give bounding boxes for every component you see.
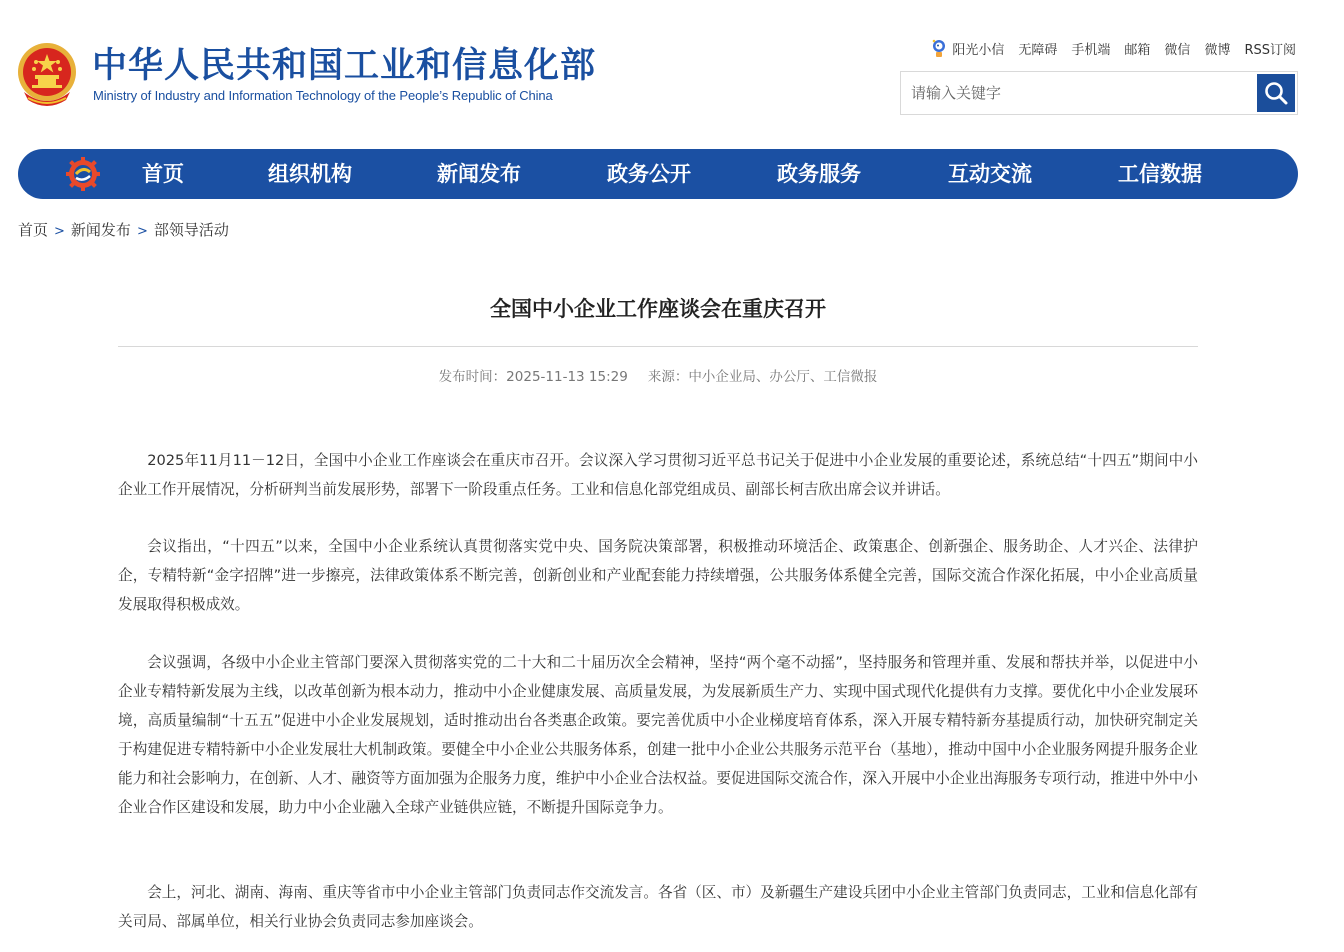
search-input[interactable] bbox=[901, 72, 1257, 114]
toplink-sunshine[interactable] bbox=[930, 38, 1004, 58]
nav-interaction[interactable]: 互动交流 bbox=[948, 162, 1032, 186]
sunshine-mascot-icon bbox=[930, 38, 948, 58]
article-paragraph: 2025年11月11－12日，全国中小企业工作座谈会在重庆市召开。会议深入学习贯彻习近平总书记关于促进中小企业发展的重要论述，系统总结“十四五”期间中小企业工作开展情况，分析研判当前发展形势，部署下一阶段重点任务。工业和信息化部党组成员、副部长柯吉欣出席会议并讲话。 bbox=[118, 452, 1198, 498]
breadcrumb-current[interactable]: 部领导活动 bbox=[153, 221, 229, 239]
national-emblem-icon[interactable] bbox=[16, 40, 78, 108]
main-nav bbox=[18, 149, 1298, 199]
nav-news[interactable]: 新闻发布 bbox=[437, 162, 521, 186]
publish-time: 发布时间：2025-11-13 15:29 bbox=[438, 369, 628, 385]
nav-gov-affairs[interactable]: 政务公开 bbox=[607, 162, 691, 186]
nav-organization[interactable]: 组织机构 bbox=[268, 162, 352, 186]
breadcrumb-home[interactable]: 首页 bbox=[18, 221, 49, 239]
miit-logo-icon[interactable] bbox=[66, 157, 100, 191]
top-links bbox=[930, 38, 1296, 58]
site-header bbox=[0, 0, 1344, 130]
nav-home[interactable]: 首页 bbox=[142, 162, 184, 186]
article-paragraph: 会议指出，“十四五”以来，全国中小企业系统认真贯彻落实党中央、国务院决策部署，积极推动环境活企、政策惠企、创新强企、服务助企、人才兴企、法律护企，专精特新“金字招牌”进一步擦亮，法律政策体系不断完善，创新创业和产业配套能力持续增强，公共服务体系健全完善，国际交流合作深化拓展，中小企业高质量发展取得积极成效。 bbox=[118, 538, 1198, 613]
article-paragraph: 会上，河北、湖南、海南、重庆等省市中小企业主管部门负责同志作交流发言。各省（区、市）及新疆生产建设兵团中小企业主管部门负责同志，工业和信息化部有关司局、部属单位，相关行业协会负责同志参加座谈会。 bbox=[118, 884, 1198, 930]
site-title[interactable]: 中华人民共和国工业和信息化部 bbox=[92, 46, 597, 86]
toplink-accessibility[interactable]: 无障碍 bbox=[1018, 42, 1058, 58]
article-meta bbox=[118, 365, 1198, 385]
nav-gov-services[interactable]: 政务服务 bbox=[777, 162, 861, 186]
title-divider bbox=[118, 346, 1198, 347]
article-paragraph: 会议强调，各级中小企业主管部门要深入贯彻落实党的二十大和二十届历次全会精神，坚持“两个毫不动摇”，坚持服务和管理并重、发展和帮扶并举，以促进中小企业专精特新发展为主线，以改革创新为根本动力，推动中小企业健康发展、高质量发展，为发展新质生产力、实现中国式现代化提供有力支撑。要优化中小企业发展环境，高质量编制“十五五”促进中小企业发展规划，适时推动出台各类惠企政策。要完善优质中小企业梯度培育体系，深入开展专精特新夯基提质行动，加快研究制定关于构建促进专精特新中小企业发展壮大机制政策。要健全中小企业公共服务体系，创建一批中小企业公共服务示范平台（基地），推动中国中小企业服务网提升服务企业能力和社会影响力，在创新、人才、融资等方面加强为企服务力度，维护中小企业合法权益。要促进国际交流合作，深入开展中小企业出海服务专项行动，推进中外中小企业合作区建设和发展，助力中小企业融入全球产业链供应链，不断提升国际竞争力。 bbox=[118, 654, 1198, 816]
toplink-mobile[interactable]: 手机端 bbox=[1071, 42, 1111, 58]
breadcrumb-news[interactable]: 新闻发布 bbox=[70, 221, 131, 239]
site-subtitle: Ministry of Industry and Information Technology of the People’s Republic of China bbox=[93, 88, 553, 103]
article-source: 来源：中小企业局、办公厅、工信微报 bbox=[647, 369, 878, 385]
search-box bbox=[900, 71, 1298, 115]
breadcrumb-separator: > bbox=[136, 224, 148, 239]
toplink-rss[interactable]: RSS订阅 bbox=[1244, 42, 1296, 58]
nav-data[interactable]: 工信数据 bbox=[1118, 162, 1202, 186]
breadcrumb-separator: > bbox=[54, 224, 65, 239]
toplink-wechat[interactable]: 微信 bbox=[1164, 42, 1191, 58]
toplink-label: 阳光小信 bbox=[952, 42, 1005, 58]
article-title: 全国中小企业工作座谈会在重庆召开 bbox=[490, 297, 826, 321]
toplink-weibo[interactable]: 微博 bbox=[1204, 42, 1231, 58]
search-icon bbox=[1263, 80, 1289, 106]
search-button[interactable] bbox=[1257, 74, 1295, 112]
breadcrumb bbox=[18, 219, 229, 240]
toplink-mail[interactable]: 邮箱 bbox=[1124, 42, 1151, 58]
